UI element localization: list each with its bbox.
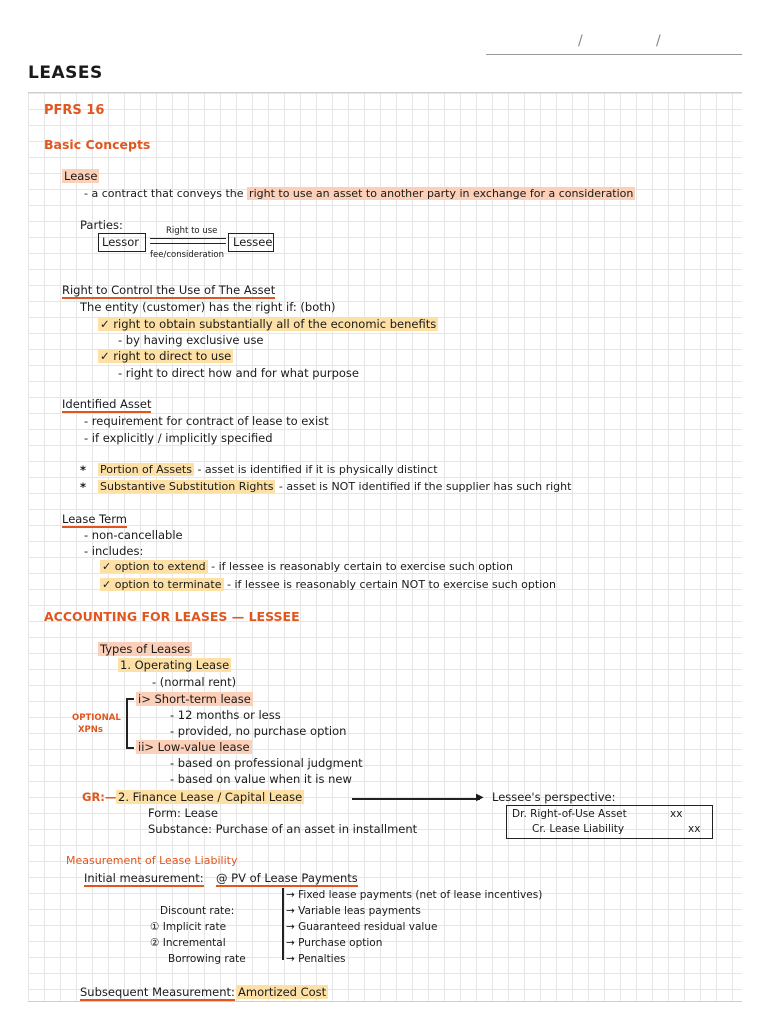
operating-lease: 1. Operating Lease bbox=[120, 658, 230, 672]
general-rule-label: GR:— bbox=[82, 790, 117, 804]
control-criterion-1-detail: - by having exclusive use bbox=[118, 333, 264, 347]
finance-lease: 2. Finance Lease / Capital Lease bbox=[118, 790, 303, 804]
option-to-terminate: ✓ option to terminate - if lessee is reasonably certain NOT to exercise such option bbox=[102, 578, 556, 591]
short-term-detail-1: - 12 months or less bbox=[170, 708, 281, 722]
pv-lease-payments: @ PV of Lease Payments bbox=[216, 871, 358, 885]
control-criterion-2: ✓ right to direct to use bbox=[100, 349, 232, 363]
payment-component: → Guaranteed residual value bbox=[286, 921, 438, 933]
control-heading: Right to Control the Use of The Asset bbox=[62, 283, 276, 297]
payment-component: → Fixed lease payments (net of lease incentives) bbox=[286, 889, 543, 901]
identified-asset-heading: Identified Asset bbox=[62, 397, 152, 411]
bracket-top bbox=[126, 698, 134, 700]
lease-term-item-2: - includes: bbox=[84, 544, 144, 558]
option-to-extend: ✓ option to extend - if lessee is reasonably certain to exercise such option bbox=[102, 560, 514, 573]
operating-lease-note: - (normal rent) bbox=[152, 675, 237, 689]
amortized-cost: Amortized Cost bbox=[238, 985, 327, 999]
incremental-rate: ② Incremental bbox=[150, 937, 226, 949]
identified-item-2: - if explicitly / implicitly specified bbox=[84, 431, 273, 445]
short-term-lease: i> Short-term lease bbox=[138, 692, 251, 706]
payment-component: → Penalties bbox=[286, 953, 346, 965]
lease-term: Lease bbox=[64, 169, 98, 183]
lease-term-item-1: - non-cancellable bbox=[84, 528, 183, 542]
bracket-vertical bbox=[126, 698, 128, 748]
arrow-consideration bbox=[150, 243, 226, 244]
journal-debit: Dr. Right-of-Use Asset bbox=[512, 808, 627, 820]
consideration-label: fee/consideration bbox=[150, 250, 224, 260]
discount-rate-label: Discount rate: bbox=[160, 905, 235, 917]
star-bullet: * bbox=[80, 463, 87, 477]
measurement-heading: Measurement of Lease Liability bbox=[66, 854, 238, 867]
finance-substance: Substance: Purchase of an asset in installment bbox=[148, 822, 418, 836]
control-criterion-1: ✓ right to obtain substantially all of the economic benefits bbox=[100, 317, 437, 331]
low-value-lease: ii> Low-value lease bbox=[138, 740, 250, 754]
substitution-rights: Substantive Substitution Rights - asset is NOT identified if the supplier has such right bbox=[100, 480, 572, 493]
control-intro: The entity (customer) has the right if: (both) bbox=[80, 300, 336, 314]
parties-label: Parties: bbox=[80, 218, 123, 232]
right-to-use-label: Right to use bbox=[166, 226, 218, 236]
perspective-arrowhead: ▶ bbox=[476, 792, 484, 803]
optional-label: OPTIONAL bbox=[72, 713, 121, 723]
date-separator: / bbox=[656, 33, 661, 49]
short-term-detail-2: - provided, no purchase option bbox=[170, 724, 347, 738]
lessor-label: Lessor bbox=[102, 235, 140, 249]
payments-tree-line bbox=[282, 888, 284, 960]
borrowing-rate: Borrowing rate bbox=[168, 953, 246, 965]
portion-of-assets: Portion of Assets - asset is identified if it is physically distinct bbox=[100, 463, 438, 476]
lease-definition: - a contract that conveys the right to use an asset to another party in exchange for a consideration bbox=[84, 187, 634, 200]
perspective-arrow bbox=[352, 798, 480, 800]
date-line bbox=[486, 54, 742, 55]
payment-component: → Purchase option bbox=[286, 937, 383, 949]
pfrs-heading: PFRS 16 bbox=[44, 103, 105, 118]
arrow-right-to-use bbox=[150, 238, 226, 239]
journal-credit: Cr. Lease Liability bbox=[532, 823, 625, 835]
payment-component: → Variable leas payments bbox=[286, 905, 421, 917]
identified-item-1: - requirement for contract of lease to exist bbox=[84, 414, 329, 428]
lessee-perspective: Lessee's perspective: bbox=[492, 790, 616, 804]
low-value-detail-1: - based on professional judgment bbox=[170, 756, 363, 770]
basic-concepts-heading: Basic Concepts bbox=[44, 137, 151, 152]
types-heading: Types of Leases bbox=[100, 642, 191, 656]
lease-term-heading: Lease Term bbox=[62, 512, 127, 526]
finance-form: Form: Lease bbox=[148, 806, 218, 820]
journal-credit-amount: xx bbox=[688, 823, 701, 835]
bracket-bottom bbox=[126, 747, 134, 749]
subsequent-measurement: Subsequent Measurement: bbox=[80, 985, 235, 999]
star-bullet: * bbox=[80, 480, 87, 494]
page-title: LEASES bbox=[28, 63, 103, 83]
xpns-label: XPNs bbox=[78, 725, 103, 735]
date-separator: / bbox=[578, 33, 583, 49]
initial-measurement: Initial measurement: bbox=[84, 871, 204, 885]
journal-debit-amount: xx bbox=[670, 808, 683, 820]
low-value-detail-2: - based on value when it is new bbox=[170, 772, 352, 786]
control-criterion-2-detail: - right to direct how and for what purpose bbox=[118, 366, 359, 380]
implicit-rate: ① Implicit rate bbox=[150, 921, 227, 933]
lessee-label: Lessee bbox=[233, 235, 273, 249]
accounting-heading: ACCOUNTING FOR LEASES — LESSEE bbox=[44, 609, 300, 624]
